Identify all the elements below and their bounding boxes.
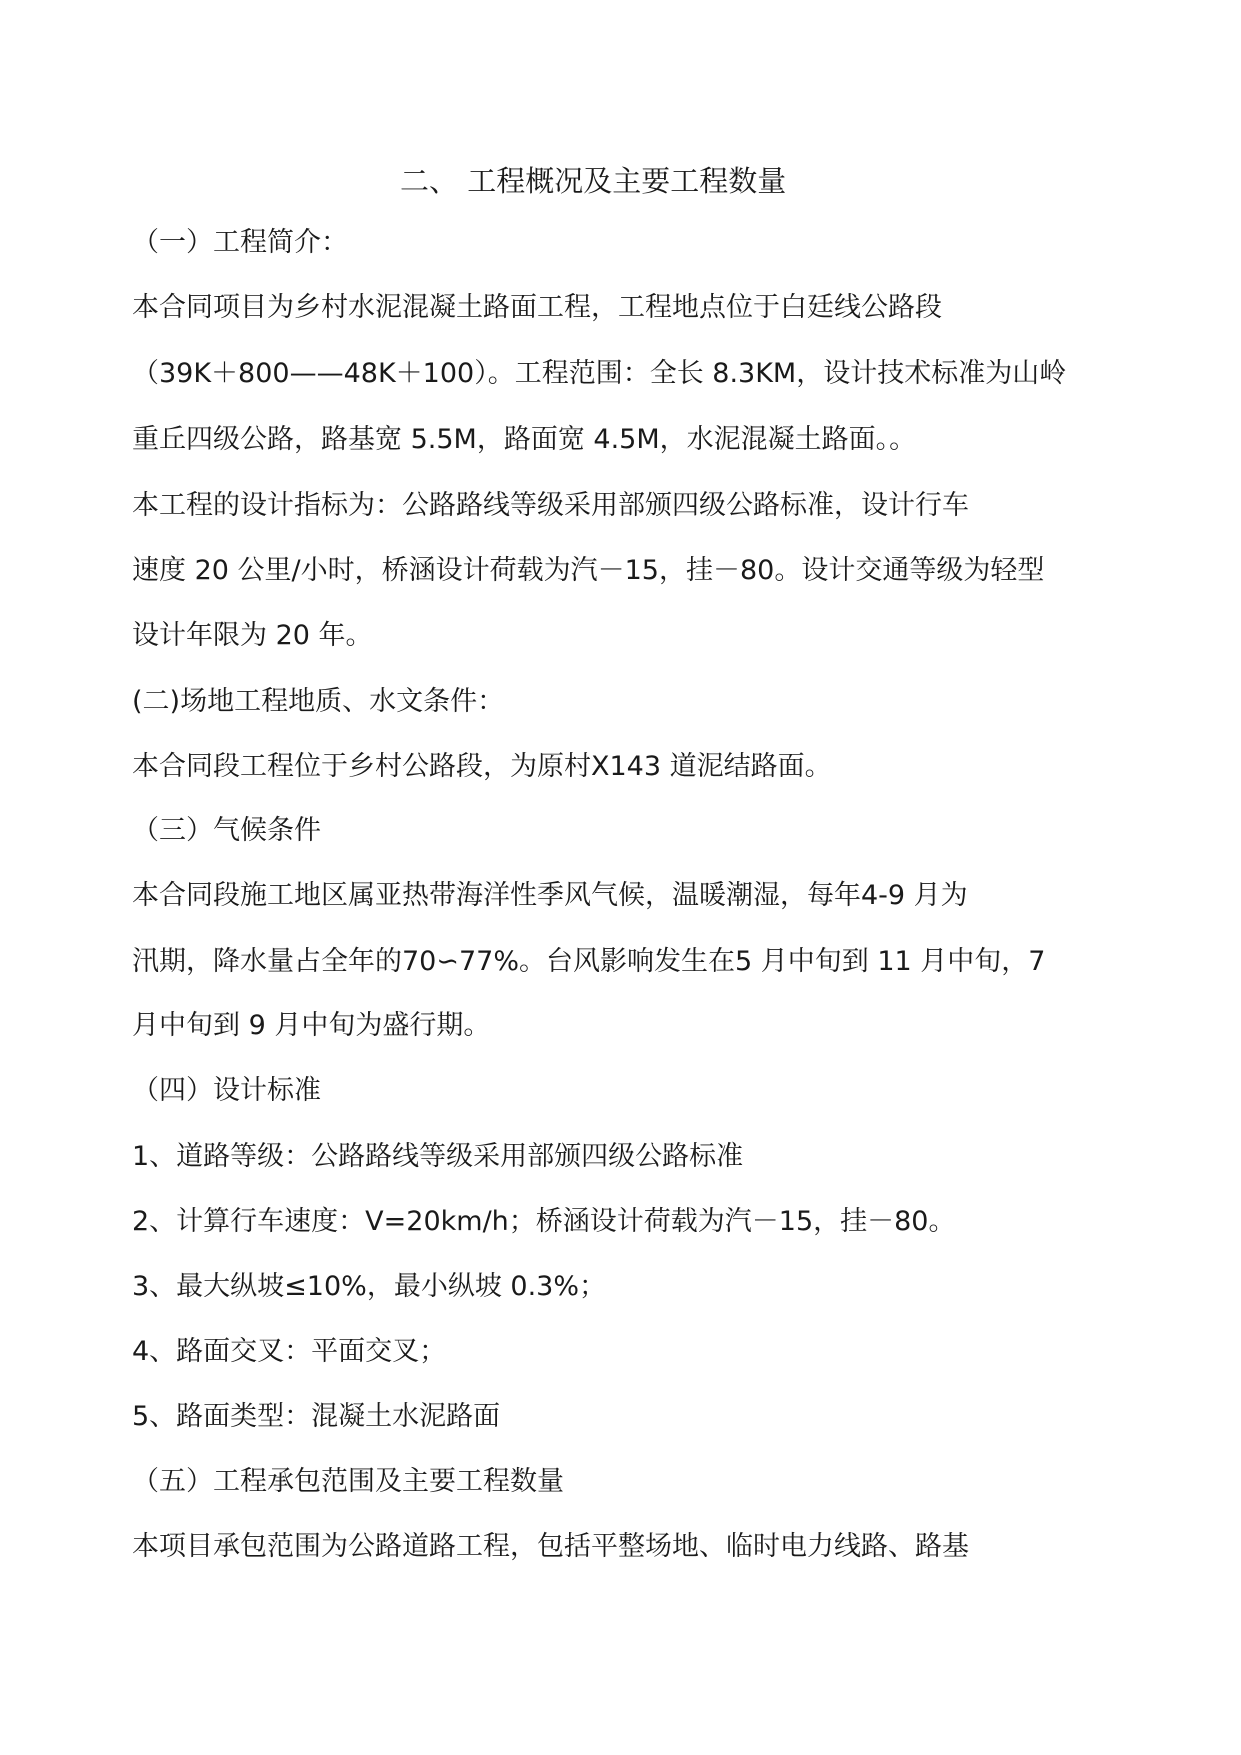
section-heading-3: （三）气候条件 xyxy=(132,815,321,846)
list-item: 1、道路等级：公路路线等级采用部颁四级公路标准 xyxy=(132,1141,744,1172)
paragraph-line: 设计年限为 20 年。 xyxy=(132,620,373,651)
paragraph-line: 本合同段工程位于乡村公路段，为原村X143 道泥结路面。 xyxy=(132,751,832,782)
list-item: 2、计算行车速度：V=20km/h；桥涵设计荷载为汽－15，挂－80。 xyxy=(132,1206,956,1237)
page-title: 二、 工程概况及主要工程数量 xyxy=(400,164,787,198)
paragraph-line: （39K＋800——48K＋100）。工程范围：全长 8.3KM，设计技术标准为山岭 xyxy=(132,358,1067,389)
section-heading-5: （五）工程承包范围及主要工程数量 xyxy=(132,1466,564,1497)
list-item: 5、路面类型：混凝土水泥路面 xyxy=(132,1401,501,1432)
paragraph-line: 本工程的设计指标为：公路路线等级采用部颁四级公路标准，设计行车 xyxy=(132,490,969,521)
section-heading-4: （四）设计标准 xyxy=(132,1075,321,1106)
paragraph-line: 本合同项目为乡村水泥混凝土路面工程，工程地点位于白廷线公路段 xyxy=(132,292,942,323)
section-heading-2: (二)场地工程地质、水文条件： xyxy=(132,686,505,717)
paragraph-line: 重丘四级公路，路基宽 5.5M，路面宽 4.5M，水泥混凝土路面。。 xyxy=(132,424,917,455)
list-item: 4、路面交叉：平面交叉； xyxy=(132,1336,447,1367)
paragraph-line: 月中旬到 9 月中旬为盛行期。 xyxy=(132,1010,491,1041)
paragraph-line: 本合同段施工地区属亚热带海洋性季风气候，温暖潮湿，每年4-9 月为 xyxy=(132,880,968,911)
paragraph-line: 本项目承包范围为公路道路工程，包括平整场地、临时电力线路、路基 xyxy=(132,1531,969,1562)
list-item: 3、最大纵坡≤10%，最小纵坡 0.3%； xyxy=(132,1271,606,1302)
paragraph-line: 汛期，降水量占全年的70∽77%。台风影响发生在5 月中旬到 11 月中旬，7 xyxy=(132,946,1046,977)
section-heading-1: （一）工程简介： xyxy=(132,227,348,258)
paragraph-line: 速度 20 公里/小时，桥涵设计荷载为汽－15，挂－80。设计交通等级为轻型 xyxy=(132,555,1045,586)
